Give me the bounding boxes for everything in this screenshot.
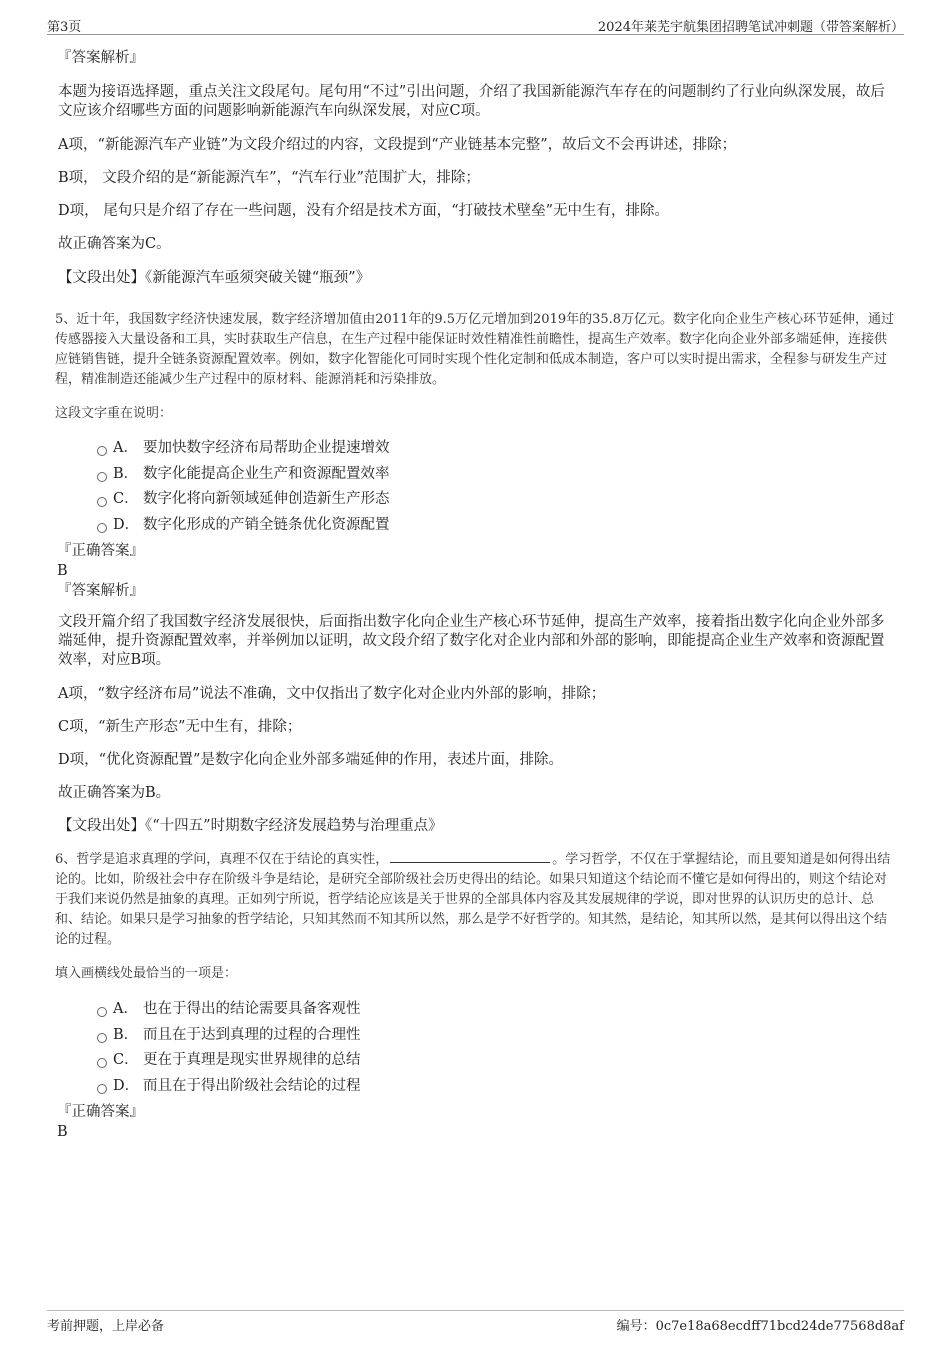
correct-answer-label: 『正确答案』: [57, 1104, 144, 1120]
analysis-conclusion: 故正确答案为C。: [58, 236, 171, 252]
question-5-prompt: 这段文字重在说明：: [55, 406, 173, 421]
radio-button[interactable]: [97, 1033, 107, 1043]
analysis-paragraph: 本题为接语选择题，重点关注文段尾句。尾句用“不过”引出问题，介绍了我国新能源汽车存在的问题制约了行业向纵深发展，故后文应该介绍哪些方面的问题影响新能源汽车向纵深发展，对应C项。: [58, 84, 885, 119]
document-code: 编号：0c7e18a68ecdff71bcd24de77568d8af: [616, 1319, 904, 1334]
page-number: 第3页: [47, 20, 82, 35]
radio-button[interactable]: [97, 1007, 107, 1017]
page-footer: [47, 1310, 904, 1335]
radio-button[interactable]: [97, 497, 107, 507]
question-5-options: [55, 437, 895, 539]
analysis-item-d: D项，“优化资源配置”是数字化向企业外部多端延伸的作用，表述片面，排除。: [58, 752, 563, 768]
option-a[interactable]: A． 要加快数字经济布局帮助企业提速增效: [55, 437, 895, 463]
analysis-paragraph: 文段开篇介绍了我国数字经济发展很快，后面指出数字化向企业生产核心环节延伸，提高生产效率，接着指出数字化向企业外部多端延伸，提升资源配置效率，并举例加以证明，故文段介绍了数字化对企业内部和外部的影响，即能提高企业生产效率和资源配置效率，对应B项。: [58, 614, 885, 668]
question-6-prompt: 填入画横线处最恰当的一项是：: [55, 966, 238, 981]
radio-button[interactable]: [97, 523, 107, 533]
source-citation: 【文段出处】《“十四五”时期数字经济发展趋势与治理重点》: [58, 818, 443, 834]
correct-answer-value: B: [57, 563, 68, 579]
radio-button[interactable]: [97, 446, 107, 456]
correct-answer-value: B: [57, 1124, 68, 1140]
radio-button[interactable]: [97, 472, 107, 482]
option-d[interactable]: D． 而且在于得出阶级社会结论的过程: [55, 1075, 895, 1101]
question-5-text: 5、近十年，我国数字经济快速发展，数字经济增加值由2011年的9.5万亿元增加到2019年的35.8万亿元。数字化向企业生产核心环节延伸，通过传感器接入大量设备和工具，实时获取生产信息，在生产过程中能保证时效性精准性前瞻性，提高生产效率。数字化向企业外部多端延伸，连接供应链销售链，提升全链条资源配置效率。例如，数字化智能化可同时实现个性化定制和低成本制造，客户可以实时提出需求，全程参与研发生产过程，精准制造还能减少生产过程中的原材料、能源消耗和污染排放。: [55, 312, 895, 387]
page-content: [55, 44, 895, 1142]
option-c[interactable]: C． 数字化将向新领域延伸创造新生产形态: [55, 488, 895, 514]
analysis-item-b: B项， 文段介绍的是“新能源汽车”，“汽车行业”范围扩大，排除；: [58, 170, 480, 186]
option-c[interactable]: C． 更在于真理是现实世界规律的总结: [55, 1049, 895, 1075]
question-6-text: 6、哲学是追求真理的学问，真理不仅在于结论的真实性， 。学习哲学，不仅在于掌握结论，而且要知道是如何得出结论的。比如，阶级社会中存在阶级斗争是结论，是研究全部阶级社会历史得出的结论。如果只知道这个结论而不懂它是如何得出的，则这个结论对于我们来说仍然是抽象的真理。正如列宁所说，哲学结论应该是关于世界的全部具体内容及其发展规律的学说，即对世界的认识历史的总计、总和、结论。如果只是学习抽象的哲学结论，只知其然而不知其所以然，那么是学不好哲学的。知其然，是结论，知其所以然，是其何以得出这个结论的过程。: [55, 849, 895, 950]
option-b[interactable]: B． 数字化能提高企业生产和资源配置效率: [55, 463, 895, 489]
analysis-item-a: A项，“新能源汽车产业链”为文段介绍过的内容，文段提到“产业链基本完整”，故后文不会再讲述，排除；: [58, 137, 737, 153]
analysis-item-a: A项，“数字经济布局”说法不准确，文中仅指出了数字化对企业内外部的影响，排除；: [58, 686, 606, 702]
option-b[interactable]: B． 而且在于达到真理的过程的合理性: [55, 1024, 895, 1050]
source-citation: 【文段出处】《新能源汽车亟须突破关键“瓶颈”》: [58, 270, 371, 286]
analysis-item-c: C项，“新生产形态”无中生有，排除；: [58, 719, 302, 735]
analysis-label: 『答案解析』: [57, 50, 144, 66]
question-6-options: [55, 998, 895, 1100]
radio-button[interactable]: [97, 1058, 107, 1068]
analysis-conclusion: 故正确答案为B。: [58, 785, 171, 801]
page-header: [47, 14, 904, 35]
radio-button[interactable]: [97, 1084, 107, 1094]
option-d[interactable]: D． 数字化形成的产销全链条优化资源配置: [55, 514, 895, 540]
fill-in-blank-line: [390, 849, 550, 863]
correct-answer-label: 『正确答案』: [57, 543, 144, 559]
analysis-label: 『答案解析』: [57, 583, 144, 599]
footer-slogan: 考前押题，上岸必备: [47, 1319, 165, 1334]
option-a[interactable]: A． 也在于得出的结论需要具备客观性: [55, 998, 895, 1024]
analysis-item-d: D项， 尾句只是介绍了存在一些问题，没有介绍是技术方面，“打破技术壁垒”无中生有，排除。: [58, 203, 670, 219]
document-title: 2024年莱芜宇航集团招聘笔试冲刺题（带答案解析）: [597, 20, 904, 35]
